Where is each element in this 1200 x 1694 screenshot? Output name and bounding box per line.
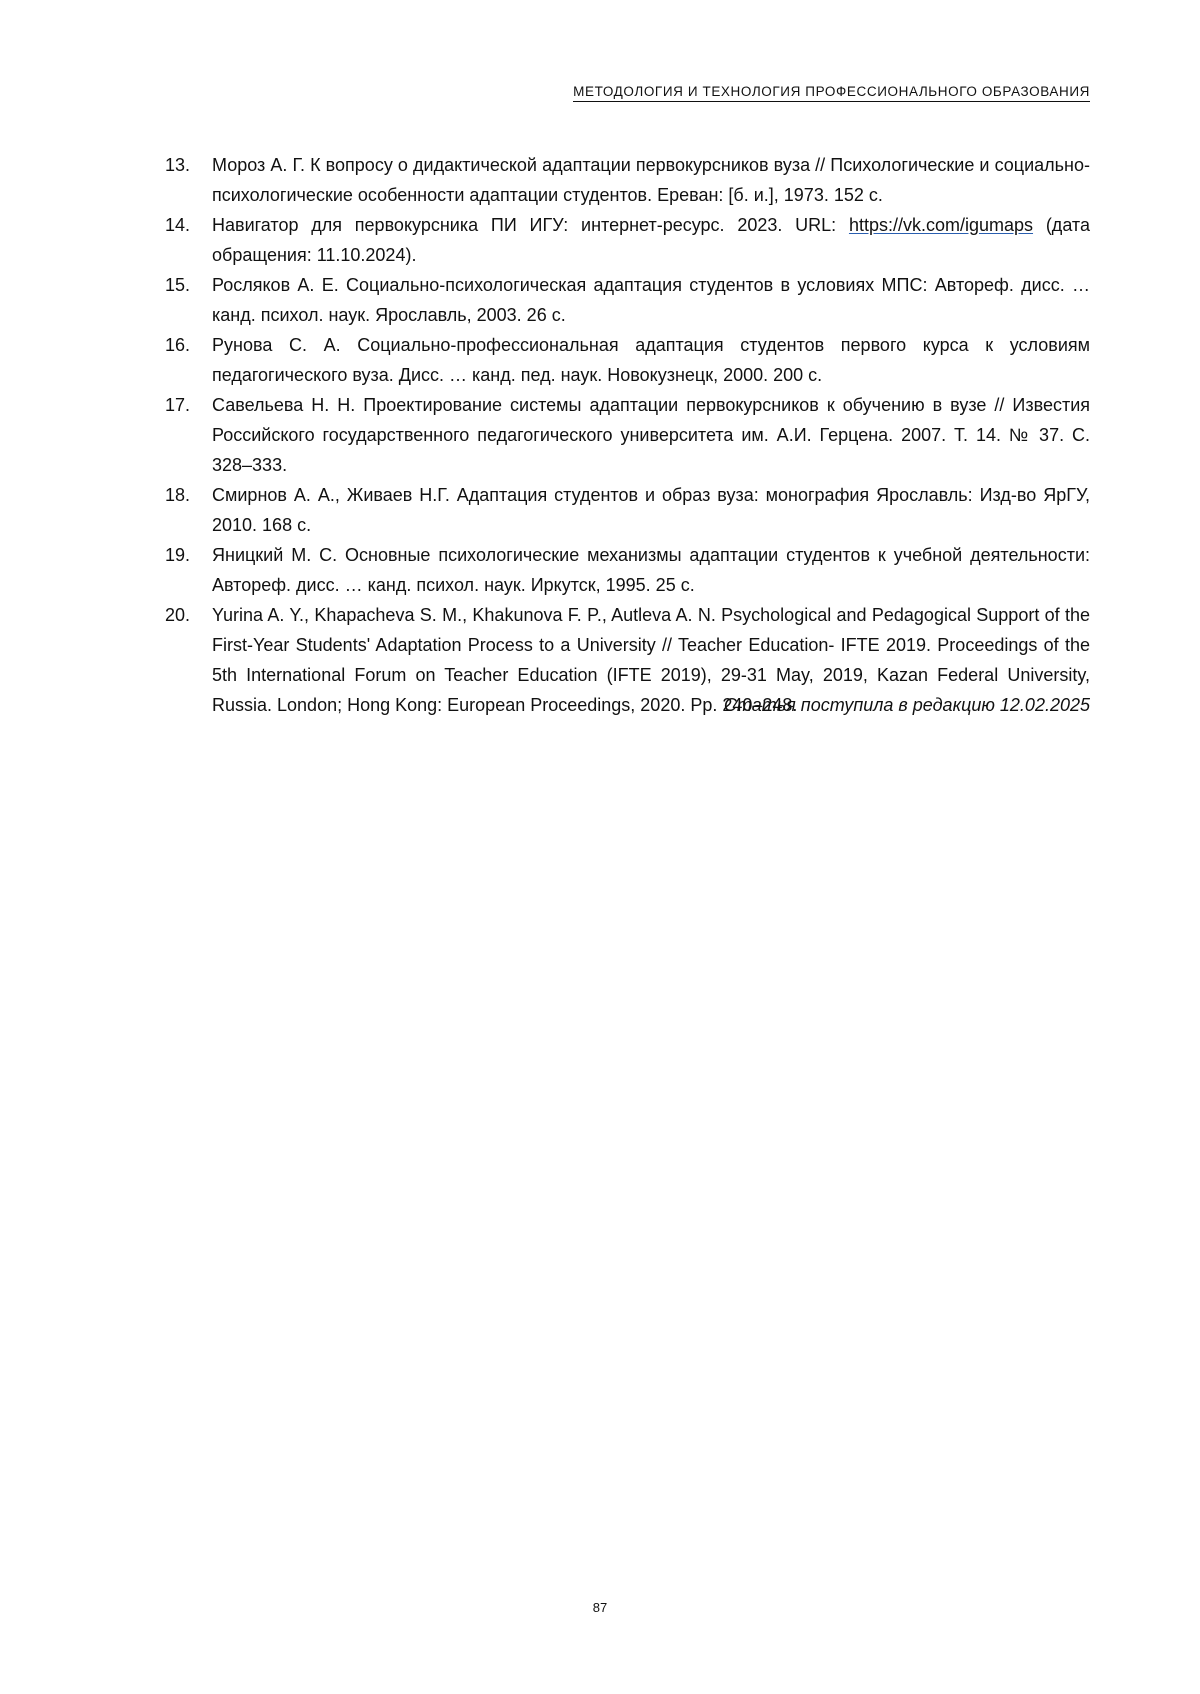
reference-link[interactable]: https://vk.com/igumaps	[848, 215, 1034, 235]
page-number: 87	[592, 1600, 608, 1615]
reference-text: Yurina A. Y., Khapacheva S. M., Khakunova F. P., Autleva A. N. Psychological and Pedagogical Support of the First-Year Students' Adaptation Process to a University // Teacher Education- IFTE 2019. Proceedings of the 5th International Forum on Teacher Education (IFTE 2019), 29-31 May, 2019, Kazan Federal University, Russia. London; Hong Kong: European Proceedings, 2020. Pp. 240–248.	[212, 605, 1090, 715]
reference-number: 15.	[165, 275, 191, 295]
reference-text: Мороз А. Г. К вопросу о дидактической адаптации первокурсников вуза // Психологические и социально-психологические особенности адаптации студентов. Ереван: [б. и.], 1973. 152 с.	[212, 155, 1090, 205]
reference-item	[165, 210, 1090, 270]
received-date-note: Статья поступила в редакцию 12.02.2025	[723, 695, 1090, 715]
reference-number: 19.	[165, 545, 191, 565]
reference-item	[165, 330, 1090, 390]
reference-number: 17.	[165, 395, 191, 415]
reference-list	[165, 150, 1090, 720]
reference-text: Яницкий М. С. Основные психологические механизмы адаптации студентов к учебной деятельности: Автореф. дисс. … канд. психол. наук. Иркутск, 1995. 25 с.	[212, 545, 1090, 595]
reference-number: 14.	[165, 215, 191, 235]
reference-item	[165, 480, 1090, 540]
reference-text: Навигатор для первокурсника ПИ ИГУ: интернет-ресурс. 2023. URL:	[212, 215, 849, 235]
reference-item	[165, 390, 1090, 480]
reference-text: Смирнов А. А., Живаев Н.Г. Адаптация студентов и образ вуза: монография Ярославль: Изд-во ЯрГУ, 2010. 168 с.	[212, 485, 1090, 535]
reference-item	[165, 150, 1090, 210]
reference-text-after: (дата обращения: 11.10.2024).	[212, 215, 1090, 265]
reference-number: 13.	[165, 155, 191, 175]
reference-text: Рунова С. А. Социально-профессиональная адаптация студентов первого курса к условиям педагогического вуза. Дисс. … канд. пед. наук. Новокузнецк, 2000. 200 с.	[212, 335, 1090, 385]
reference-text: Савельева Н. Н. Проектирование системы адаптации первокурсников к обучению в вузе // Известия Российского государственного педагогического университета им. А.И. Герцена. 2007. Т. 14. № 37. С. 328–333.	[212, 395, 1090, 475]
reference-item	[165, 270, 1090, 330]
reference-number: 20.	[165, 605, 191, 625]
running-header: МЕТОДОЛОГИЯ И ТЕХНОЛОГИЯ ПРОФЕССИОНАЛЬНОГО ОБРАЗОВАНИЯ	[573, 84, 1090, 102]
reference-text: Росляков А. Е. Социально-психологическая адаптация студентов в условиях МПС: Автореф. дисс. … канд. психол. наук. Ярославль, 2003. 26 с.	[212, 275, 1090, 325]
reference-number: 16.	[165, 335, 191, 355]
reference-item	[165, 540, 1090, 600]
reference-number: 18.	[165, 485, 191, 505]
